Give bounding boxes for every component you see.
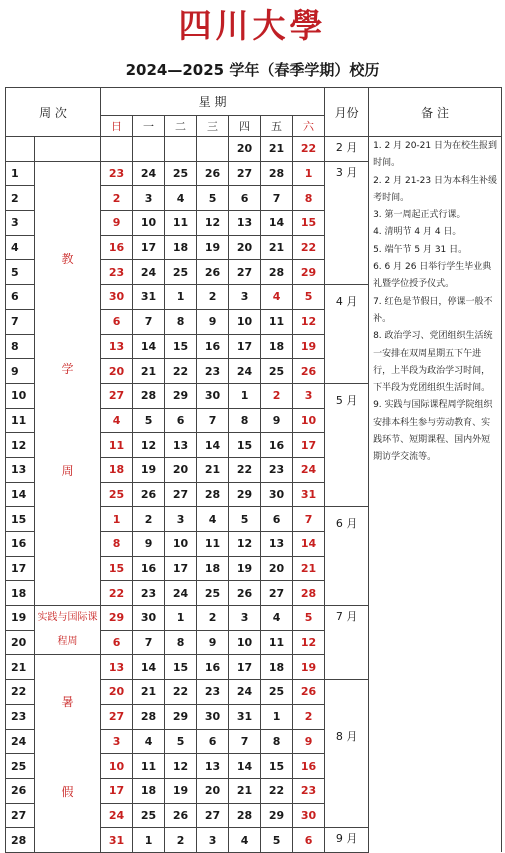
day-cell: 27 [165,482,197,507]
week-header: 周 次 [6,88,101,137]
week-number: 28 [6,828,35,853]
day-cell: 16 [101,235,133,260]
day-cell [101,137,133,162]
day-cell: 29 [293,260,325,285]
day-header-wed: 三 [197,116,229,137]
day-cell: 7 [133,309,165,334]
month-label-text: 7 月 [335,610,358,624]
day-cell: 30 [197,383,229,408]
day-cell: 5 [165,729,197,754]
day-cell: 10 [293,408,325,433]
day-cell: 26 [293,680,325,705]
day-cell: 16 [261,433,293,458]
day-cell: 7 [293,507,325,532]
day-cell: 21 [261,235,293,260]
day-cell: 8 [293,186,325,211]
day-cell: 1 [165,606,197,631]
day-cell: 20 [229,137,261,162]
week-number: 21 [6,655,35,680]
day-cell: 29 [165,704,197,729]
day-cell: 18 [261,334,293,359]
day-cell: 22 [165,359,197,384]
month-label-text: 5 月 [335,393,358,407]
week-number: 17 [6,556,35,581]
week-number: 4 [6,235,35,260]
day-cell: 18 [133,778,165,803]
day-cell: 26 [165,803,197,828]
month-label [325,383,369,506]
week-number: 26 [6,778,35,803]
week-number: 7 [6,309,35,334]
day-cell: 24 [229,680,261,705]
day-cell: 26 [197,161,229,186]
day-cell: 18 [197,556,229,581]
week-number: 15 [6,507,35,532]
day-cell: 3 [229,285,261,310]
day-cell: 18 [101,457,133,482]
week-number: 12 [6,433,35,458]
day-cell: 10 [101,754,133,779]
day-cell: 27 [197,803,229,828]
day-cell: 30 [261,482,293,507]
day-cell: 4 [165,186,197,211]
day-cell: 19 [229,556,261,581]
day-cell: 7 [229,729,261,754]
month-label [325,137,369,162]
month-label [325,606,369,680]
day-header-thu: 四 [229,116,261,137]
day-cell: 13 [101,334,133,359]
day-cell: 29 [229,482,261,507]
day-cell: 24 [101,803,133,828]
day-cell: 22 [293,137,325,162]
week-number: 19 [6,606,35,631]
day-cell: 4 [133,729,165,754]
day-cell: 16 [133,556,165,581]
summer-vacation-char: 假 [61,785,74,800]
day-cell: 7 [197,408,229,433]
day-cell [133,137,165,162]
summer-vacation-label [35,655,101,853]
day-cell: 29 [101,606,133,631]
day-cell: 21 [197,457,229,482]
day-cell: 3 [293,383,325,408]
day-cell: 9 [133,532,165,557]
day-cell: 14 [293,532,325,557]
day-cell: 5 [133,408,165,433]
day-cell: 12 [293,630,325,655]
day-cell: 4 [197,507,229,532]
day-cell: 25 [197,581,229,606]
day-cell: 9 [101,211,133,236]
day-cell: 18 [165,235,197,260]
week-number: 25 [6,754,35,779]
day-cell: 25 [101,482,133,507]
day-cell: 26 [293,359,325,384]
day-cell: 10 [229,309,261,334]
week-number: 18 [6,581,35,606]
day-cell: 27 [229,161,261,186]
practice-week-label: 实践与国际课程周 [35,606,101,655]
teaching-weeks-label [35,161,101,605]
university-logo: 四川大學 [178,6,327,45]
week-number: 14 [6,482,35,507]
day-cell: 23 [261,457,293,482]
day-cell: 25 [261,680,293,705]
month-label-text: 6 月 [335,517,358,531]
day-cell: 21 [133,680,165,705]
day-cell: 15 [101,556,133,581]
day-cell: 17 [133,235,165,260]
week-number: 16 [6,532,35,557]
day-cell: 12 [293,309,325,334]
note-item: 8. 政治学习、党团组织生活统一安排在双周星期五下午进行，上半段为政治学习时间，下半段为党团组织生活时间。 [373,331,493,394]
day-cell: 11 [133,754,165,779]
day-cell: 23 [133,581,165,606]
day-cell: 20 [197,778,229,803]
day-header-mon: 一 [133,116,165,137]
week-number: 9 [6,359,35,384]
day-cell [197,137,229,162]
day-cell: 26 [133,482,165,507]
day-cell: 16 [293,754,325,779]
day-cell: 25 [165,260,197,285]
day-cell: 1 [101,507,133,532]
week-number: 6 [6,285,35,310]
day-cell: 3 [197,828,229,853]
day-cell: 12 [197,211,229,236]
day-cell: 19 [165,778,197,803]
day-cell: 30 [293,803,325,828]
day-cell: 11 [261,309,293,334]
day-cell: 31 [293,482,325,507]
week-number: 5 [6,260,35,285]
day-cell: 28 [197,482,229,507]
day-cell: 30 [197,704,229,729]
day-cell: 7 [261,186,293,211]
day-cell: 26 [229,581,261,606]
day-cell: 25 [133,803,165,828]
weekdays-header: 星 期 [101,88,325,116]
day-cell: 6 [101,309,133,334]
day-cell: 20 [101,680,133,705]
week-number: 3 [6,211,35,236]
day-cell: 9 [261,408,293,433]
note-item: 6. 6 月 26 日举行学生毕业典礼暨学位授予仪式。 [373,262,492,290]
day-cell: 9 [197,309,229,334]
day-cell: 30 [101,285,133,310]
month-label [325,680,369,828]
day-cell: 28 [261,161,293,186]
month-label [325,285,369,384]
day-cell: 23 [101,260,133,285]
day-cell: 1 [261,704,293,729]
day-cell: 2 [197,285,229,310]
day-cell: 24 [133,161,165,186]
day-cell: 17 [229,655,261,680]
day-cell: 13 [229,211,261,236]
day-cell: 31 [133,285,165,310]
day-cell: 28 [293,581,325,606]
day-cell: 22 [229,457,261,482]
day-cell: 19 [133,457,165,482]
day-cell: 28 [133,383,165,408]
teaching-weeks-char: 周 [61,463,74,478]
week-number [6,137,35,162]
day-cell: 3 [229,606,261,631]
day-cell: 15 [229,433,261,458]
day-cell: 8 [261,729,293,754]
day-cell: 13 [165,433,197,458]
day-cell: 29 [261,803,293,828]
day-cell: 24 [229,359,261,384]
day-cell: 15 [293,211,325,236]
day-cell: 20 [229,235,261,260]
day-cell: 6 [229,186,261,211]
day-cell: 29 [165,383,197,408]
note-item: 1. 2 月 20-21 日为在校生报到时间。 [373,141,497,169]
note-item: 5. 端午节 5 月 31 日。 [373,244,468,255]
day-cell: 27 [261,581,293,606]
day-cell: 21 [229,778,261,803]
day-cell: 7 [133,630,165,655]
note-item: 9. 实践与国际课程周学院组织安排本科生参与劳动教育、实践环节、短期课程、国内外短期访学交流等。 [373,400,493,463]
day-cell: 31 [229,704,261,729]
day-cell: 16 [197,334,229,359]
teaching-weeks-char: 教 [61,251,74,266]
day-cell: 17 [293,433,325,458]
day-cell: 27 [101,383,133,408]
week-number: 23 [6,704,35,729]
day-cell: 24 [133,260,165,285]
day-cell: 28 [133,704,165,729]
day-cell: 21 [293,556,325,581]
day-cell: 11 [197,532,229,557]
day-header-fri: 五 [261,116,293,137]
day-cell: 12 [133,433,165,458]
day-cell: 28 [229,803,261,828]
day-cell: 20 [165,457,197,482]
day-cell: 13 [261,532,293,557]
day-cell: 1 [293,161,325,186]
day-cell: 4 [261,285,293,310]
page-title: 2024—2025 学年（春季学期）校历 [125,61,380,79]
day-cell: 10 [229,630,261,655]
day-cell: 6 [261,507,293,532]
day-cell: 27 [229,260,261,285]
day-cell: 16 [197,655,229,680]
month-label-text: 2 月 [335,141,358,154]
day-cell: 2 [261,383,293,408]
day-cell: 14 [133,655,165,680]
day-cell: 14 [197,433,229,458]
day-cell: 17 [229,334,261,359]
period-empty [35,137,101,162]
day-cell: 28 [261,260,293,285]
day-cell: 14 [133,334,165,359]
notes-cell [369,137,502,853]
day-cell: 14 [261,211,293,236]
day-cell: 1 [229,383,261,408]
table-row [6,137,502,162]
day-cell: 17 [101,778,133,803]
week-number: 8 [6,334,35,359]
day-header-sat: 六 [293,116,325,137]
day-cell: 6 [293,828,325,853]
notes-header: 备 注 [369,88,502,137]
day-cell: 3 [133,186,165,211]
day-cell: 2 [133,507,165,532]
month-header: 月份 [325,88,369,137]
note-item: 2. 2 月 21-23 日为本科生补缓考时间。 [373,175,497,203]
day-cell: 8 [229,408,261,433]
day-cell: 25 [261,359,293,384]
day-cell: 4 [229,828,261,853]
day-cell [165,137,197,162]
day-cell: 19 [293,334,325,359]
day-cell: 22 [165,680,197,705]
month-label [325,507,369,606]
day-cell: 23 [197,359,229,384]
day-cell: 24 [165,581,197,606]
month-label-text: 3 月 [335,165,358,179]
week-number: 13 [6,457,35,482]
day-cell: 13 [101,655,133,680]
day-cell: 17 [165,556,197,581]
month-label-text: 4 月 [335,295,358,309]
day-cell: 22 [293,235,325,260]
day-cell: 9 [293,729,325,754]
day-cell: 30 [133,606,165,631]
week-number: 24 [6,729,35,754]
day-cell: 1 [133,828,165,853]
week-number: 22 [6,680,35,705]
month-label-text: 8 月 [335,730,358,744]
day-cell: 6 [197,729,229,754]
day-cell: 8 [165,309,197,334]
day-cell: 11 [165,211,197,236]
day-cell: 26 [197,260,229,285]
day-cell: 19 [293,655,325,680]
day-cell: 10 [133,211,165,236]
summer-vacation-char: 暑 [61,695,74,710]
day-cell: 14 [229,754,261,779]
day-cell: 5 [229,507,261,532]
day-cell: 11 [261,630,293,655]
week-number: 1 [6,161,35,186]
day-cell: 24 [293,457,325,482]
week-number: 10 [6,383,35,408]
day-cell: 19 [197,235,229,260]
week-number: 2 [6,186,35,211]
week-number: 11 [6,408,35,433]
day-cell: 2 [293,704,325,729]
day-cell: 27 [101,704,133,729]
day-cell: 5 [261,828,293,853]
day-cell: 31 [101,828,133,853]
day-cell: 15 [165,655,197,680]
day-cell: 2 [197,606,229,631]
day-cell: 4 [101,408,133,433]
day-cell: 3 [101,729,133,754]
day-cell: 3 [165,507,197,532]
day-cell: 10 [165,532,197,557]
calendar-table [5,87,502,853]
day-cell: 21 [261,137,293,162]
day-cell: 6 [101,630,133,655]
day-cell: 6 [165,408,197,433]
day-cell: 4 [261,606,293,631]
week-number: 27 [6,803,35,828]
day-cell: 5 [197,186,229,211]
day-cell: 5 [293,285,325,310]
day-cell: 9 [197,630,229,655]
month-label [325,828,369,853]
day-cell: 15 [261,754,293,779]
day-cell: 22 [261,778,293,803]
day-cell: 25 [165,161,197,186]
day-cell: 5 [293,606,325,631]
day-cell: 12 [165,754,197,779]
day-cell: 11 [101,433,133,458]
day-header-sun: 日 [101,116,133,137]
day-cell: 18 [261,655,293,680]
note-item: 4. 清明节 4 月 4 日。 [373,227,462,238]
month-label-text: 9 月 [335,832,358,846]
day-header-tue: 二 [165,116,197,137]
day-cell: 2 [101,186,133,211]
day-cell: 20 [261,556,293,581]
day-cell: 2 [165,828,197,853]
day-cell: 13 [197,754,229,779]
note-item: 3. 第一周起正式行课。 [373,210,466,221]
day-cell: 23 [197,680,229,705]
day-cell: 8 [165,630,197,655]
month-label [325,161,369,284]
day-cell: 1 [165,285,197,310]
day-cell: 22 [101,581,133,606]
day-cell: 8 [101,532,133,557]
teaching-weeks-char: 学 [61,361,74,376]
day-cell: 23 [101,161,133,186]
day-cell: 23 [293,778,325,803]
day-cell: 21 [133,359,165,384]
day-cell: 20 [101,359,133,384]
day-cell: 12 [229,532,261,557]
week-number: 20 [6,630,35,655]
note-item: 7. 红色是节假日，停课一般不补。 [373,296,493,324]
day-cell: 15 [165,334,197,359]
